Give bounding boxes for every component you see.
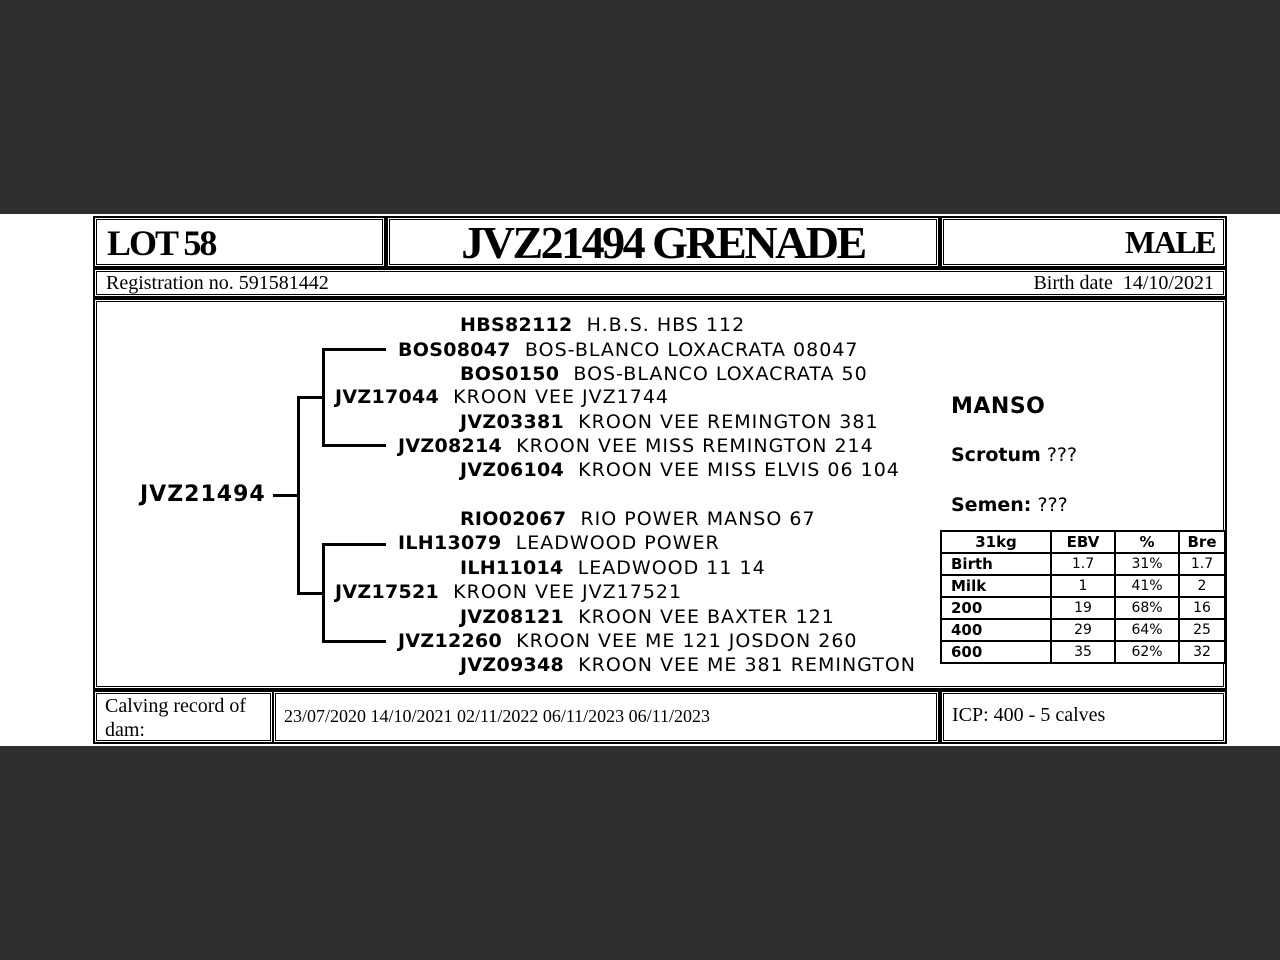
- ebv-cell: 1: [1051, 575, 1115, 597]
- pedigree-name: KROON VEE ME 121 JOSDON 260: [516, 630, 858, 652]
- ebv-cell: 64%: [1115, 619, 1179, 641]
- pedigree-name: H.B.S. HBS 112: [586, 314, 746, 336]
- pedigree-name: LEADWOOD 11 14: [577, 557, 766, 579]
- ebv-cell: 62%: [1115, 641, 1179, 663]
- ebv-table: [940, 530, 1226, 664]
- semen-label: Semen:: [951, 494, 1032, 516]
- pedigree-code: ILH11014: [460, 557, 564, 579]
- ebv-cell: 35: [1051, 641, 1115, 663]
- scrotum-value: ???: [1046, 444, 1078, 466]
- birth-date-label: Birth date: [1033, 272, 1113, 294]
- tree-line: [322, 543, 325, 642]
- pedigree-code: JVZ09348: [460, 654, 565, 676]
- pedigree-code: ILH13079: [398, 532, 502, 554]
- pedigree-name: BOS-BLANCO LOXACRATA 08047: [524, 339, 859, 361]
- tree-line: [297, 592, 324, 595]
- pedigree-name: KROON VEE BAXTER 121: [578, 606, 835, 628]
- pedigree-name: RIO POWER MANSO 67: [580, 508, 816, 530]
- tree-line: [322, 444, 386, 447]
- scrotum-label: Scrotum: [951, 444, 1041, 466]
- tree-line: [273, 494, 298, 497]
- pedigree-entry: [335, 580, 682, 604]
- ebv-row: [941, 553, 1225, 575]
- pedigree-entry: [398, 338, 859, 362]
- ebv-cell: 32: [1179, 641, 1225, 663]
- tree-line: [322, 348, 325, 446]
- pedigree-code: HBS82112: [460, 314, 573, 336]
- calving-label: Calving record of dam:: [105, 695, 247, 741]
- ebv-header: %: [1115, 531, 1179, 553]
- pedigree-code: JVZ17521: [335, 581, 440, 603]
- ebv-cell: 19: [1051, 597, 1115, 619]
- semen-row: [951, 494, 1068, 516]
- pedigree-name: KROON VEE MISS REMINGTON 214: [516, 435, 874, 457]
- ebv-header: Bre: [1179, 531, 1225, 553]
- animal-sex: MALE: [1125, 224, 1215, 260]
- ebv-row: [941, 641, 1225, 663]
- pedigree-name: LEADWOOD POWER: [515, 532, 720, 554]
- pedigree-entry: [460, 556, 766, 580]
- pedigree-code: JVZ12260: [398, 630, 503, 652]
- pedigree-entry: [460, 605, 835, 629]
- pedigree-code: JVZ08214: [398, 435, 503, 457]
- birth-date-value: 14/10/2021: [1122, 272, 1214, 294]
- ebv-header-row: [941, 531, 1225, 553]
- ebv-cell: 29: [1051, 619, 1115, 641]
- pedigree-entry: [460, 362, 868, 386]
- pedigree-entry: [460, 313, 745, 337]
- pedigree-entry: [460, 458, 900, 482]
- animal-title: JVZ21494 GRENADE: [461, 217, 865, 268]
- ebv-cell: 25: [1179, 619, 1225, 641]
- ebv-row: [941, 575, 1225, 597]
- semen-value: ???: [1037, 494, 1068, 516]
- ebv-cell: 1.7: [1179, 553, 1225, 575]
- tree-line: [322, 640, 386, 643]
- ebv-cell: 600: [941, 641, 1051, 663]
- registration-label: Registration no.: [106, 272, 234, 294]
- pedigree-code: JVZ06104: [460, 459, 565, 481]
- tree-line: [322, 348, 386, 351]
- ebv-cell: 68%: [1115, 597, 1179, 619]
- tree-line: [297, 396, 324, 399]
- pedigree-entry: [398, 629, 858, 653]
- pedigree-code: RIO02067: [460, 508, 567, 530]
- pedigree-code: BOS08047: [398, 339, 511, 361]
- ebv-header: 31kg: [941, 531, 1051, 553]
- lot-number: LOT 58: [107, 223, 216, 263]
- ebv-cell: 16: [1179, 597, 1225, 619]
- ebv-cell: 200: [941, 597, 1051, 619]
- scrotum-row: [951, 444, 1077, 466]
- pedigree-entry: [335, 385, 669, 409]
- ebv-cell: Birth: [941, 553, 1051, 575]
- lot-box: [93, 216, 386, 268]
- pedigree-name: KROON VEE REMINGTON 381: [578, 411, 879, 433]
- icp-box: [940, 690, 1227, 744]
- registration-value: 591581442: [238, 272, 329, 294]
- ebv-cell: 400: [941, 619, 1051, 641]
- title-box: [386, 216, 940, 268]
- trait-name: MANSO: [951, 394, 1046, 419]
- pedigree-name: BOS-BLANCO LOXACRATA 50: [573, 363, 868, 385]
- tree-line: [322, 543, 386, 546]
- ebv-header: EBV: [1051, 531, 1115, 553]
- registration-number: [106, 272, 329, 295]
- icp-value: ICP: 400 - 5 calves: [952, 704, 1106, 726]
- pedigree-code: JVZ03381: [460, 411, 565, 433]
- pedigree-entry: [460, 507, 816, 531]
- calving-dates-box: [272, 690, 940, 744]
- calving-label-box: [93, 690, 274, 744]
- pedigree-name: KROON VEE JVZ1744: [453, 386, 669, 408]
- pedigree-entry: [460, 653, 916, 677]
- pedigree-entry: [398, 434, 874, 458]
- tree-line: [297, 396, 300, 595]
- sex-box: [940, 216, 1227, 268]
- birth-date: [1033, 272, 1214, 295]
- pedigree-entry: [460, 410, 879, 434]
- ebv-cell: Milk: [941, 575, 1051, 597]
- registration-row: [93, 268, 1227, 298]
- ebv-cell: 2: [1179, 575, 1225, 597]
- ebv-cell: 1.7: [1051, 553, 1115, 575]
- pedigree-name: KROON VEE JVZ17521: [453, 581, 683, 603]
- calving-dates: 23/07/2020 14/10/2021 02/11/2022 06/11/2023 06/11/2023: [284, 706, 711, 726]
- pedigree-entry: [398, 531, 720, 555]
- ebv-row: [941, 619, 1225, 641]
- ebv-cell: 31%: [1115, 553, 1179, 575]
- pedigree-code: JVZ17044: [335, 386, 440, 408]
- pedigree-name: KROON VEE MISS ELVIS 06 104: [578, 459, 900, 481]
- lot-card: [0, 214, 1280, 746]
- ebv-row: [941, 597, 1225, 619]
- pedigree-animal: JVZ21494: [140, 482, 266, 507]
- pedigree-code: BOS0150: [460, 363, 560, 385]
- pedigree-code: JVZ08121: [460, 606, 565, 628]
- pedigree-name: KROON VEE ME 381 REMINGTON: [578, 654, 917, 676]
- ebv-cell: 41%: [1115, 575, 1179, 597]
